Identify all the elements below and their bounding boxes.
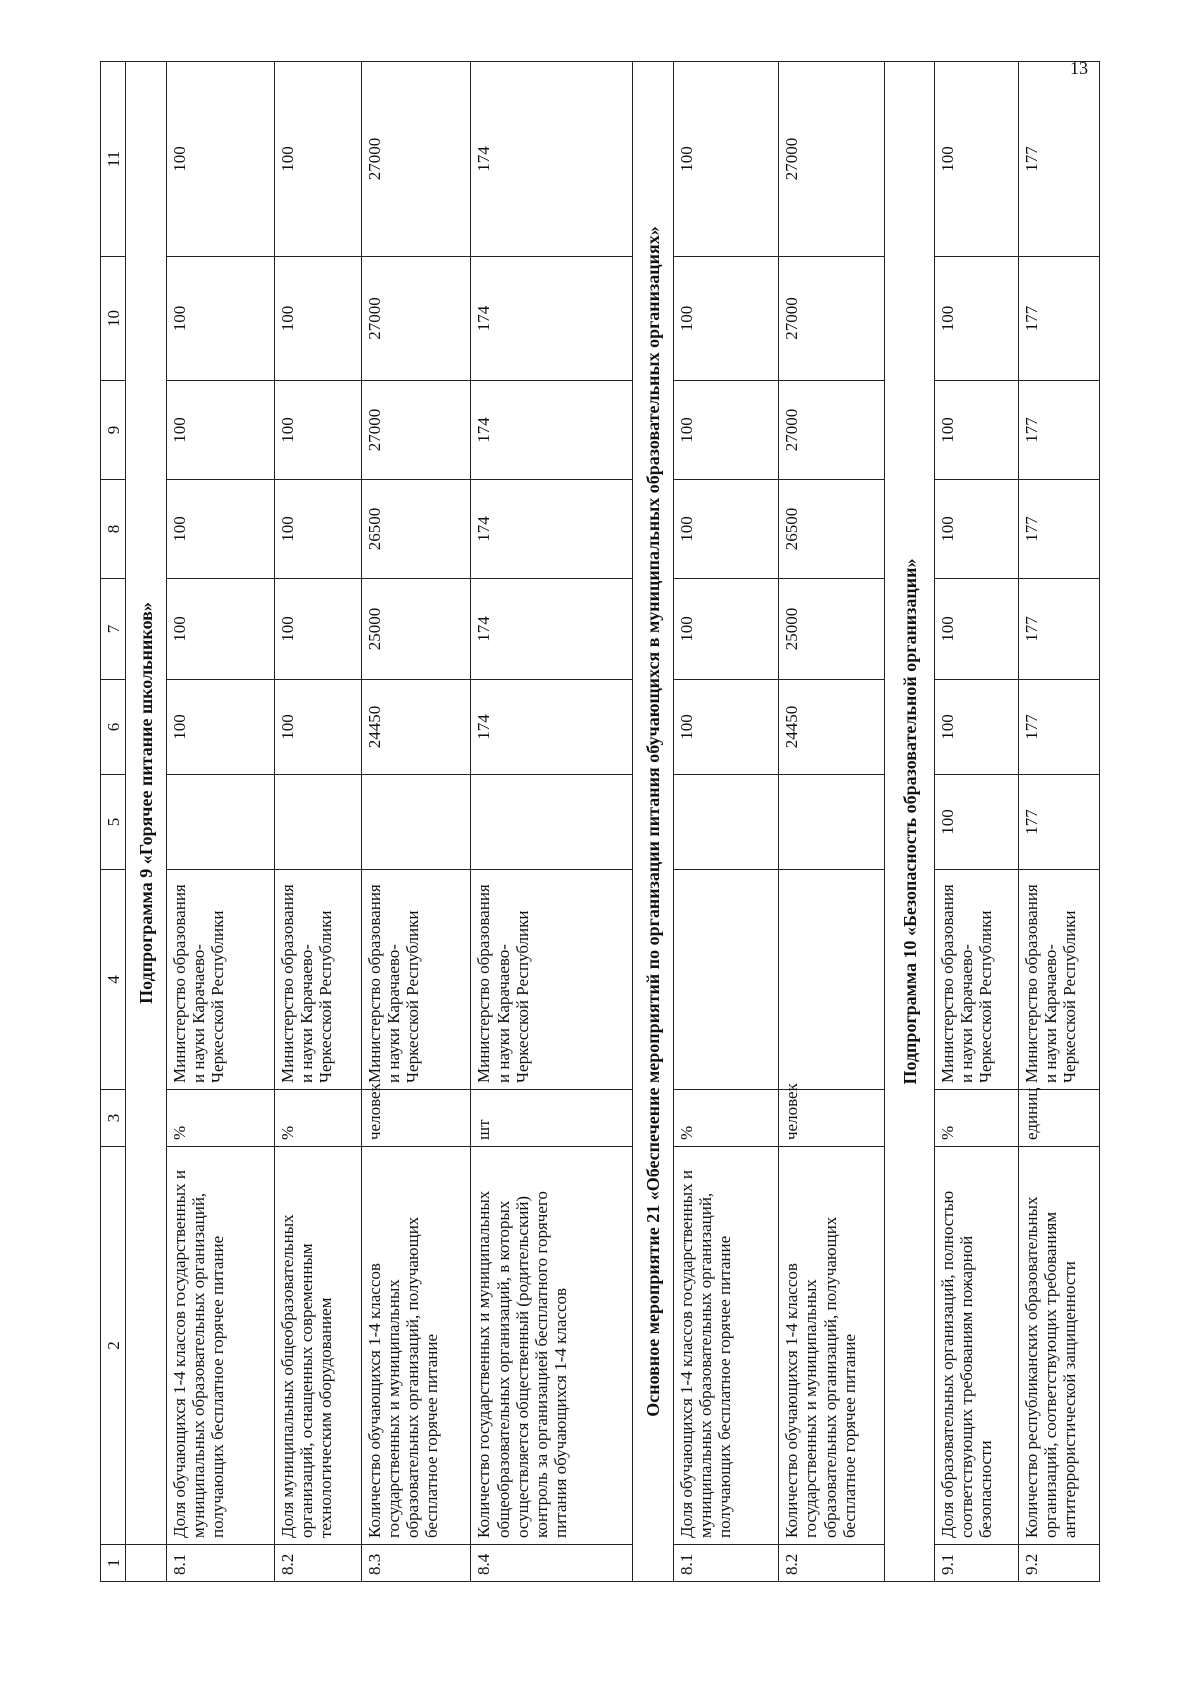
table-row <box>166 62 274 1582</box>
section-row <box>632 62 673 1582</box>
value-col8: 100 <box>935 480 1019 579</box>
value-col8: 26500 <box>362 480 471 579</box>
value-col7: 25000 <box>779 579 885 680</box>
value-col9: 27000 <box>362 381 471 480</box>
value-col8: 100 <box>166 480 274 579</box>
table-row <box>274 62 362 1582</box>
value-col9: 100 <box>935 381 1019 480</box>
value-col10: 174 <box>471 257 632 381</box>
section-title: Основное мероприятие 21 «Обеспечение мероприятий по организации питания обучающихся в муниципальных образовательных организациях» <box>632 62 673 1582</box>
indicator-name: Количество обучающихся 1-4 классов государственных и муниципальных образовательных организаций, получающих бесплатное горячее питание <box>779 1147 885 1545</box>
indicator-name: Доля муниципальных общеобразовательных организаций, оснащенных современным технологическим оборудованием <box>274 1147 362 1545</box>
value-col5 <box>166 775 274 870</box>
table-row <box>362 62 471 1582</box>
value-col5 <box>362 775 471 870</box>
value-col8: 177 <box>1019 480 1100 579</box>
row-number: 9.2 <box>1019 1545 1100 1582</box>
indicator-name: Количество обучающихся 1-4 классов государственных и муниципальных образовательных организаций, получающих бесплатное горячее питание <box>362 1147 471 1545</box>
value-col6: 100 <box>935 680 1019 775</box>
rotated-table-wrapper <box>100 62 1100 1582</box>
table-row <box>673 62 779 1582</box>
responsible-org: Министерство образования и науки Карачаево-Черкесской Республики <box>274 870 362 1090</box>
responsible-org: Министерство образования и науки Карачаево-Черкесской Республики <box>166 870 274 1090</box>
blank-cell <box>126 1545 167 1582</box>
unit: человек <box>779 1090 885 1147</box>
value-col10: 177 <box>1019 257 1100 381</box>
value-col7: 100 <box>935 579 1019 680</box>
value-col11: 27000 <box>362 62 471 257</box>
value-col11: 100 <box>166 62 274 257</box>
value-col7: 174 <box>471 579 632 680</box>
column-number: 1 <box>101 1545 126 1582</box>
responsible-org <box>779 870 885 1090</box>
responsible-org: Министерство образования и науки Карачаево-Черкесской Республики <box>471 870 632 1090</box>
column-number-row <box>101 62 126 1582</box>
unit: шт <box>471 1090 632 1147</box>
value-col6: 177 <box>1019 680 1100 775</box>
section-row <box>126 62 167 1582</box>
value-col10: 100 <box>935 257 1019 381</box>
value-col9: 177 <box>1019 381 1100 480</box>
unit: % <box>673 1090 779 1147</box>
value-col7: 100 <box>274 579 362 680</box>
table-row <box>935 62 1019 1582</box>
unit: % <box>166 1090 274 1147</box>
unit: % <box>274 1090 362 1147</box>
value-col11: 100 <box>935 62 1019 257</box>
responsible-org <box>673 870 779 1090</box>
column-number: 6 <box>101 680 126 775</box>
value-col8: 100 <box>673 480 779 579</box>
value-col11: 100 <box>673 62 779 257</box>
value-col11: 174 <box>471 62 632 257</box>
unit: % <box>935 1090 1019 1147</box>
value-col9: 174 <box>471 381 632 480</box>
table-row <box>1019 62 1100 1582</box>
value-col6: 100 <box>274 680 362 775</box>
responsible-org: Министерство образования и науки Карачаево-Черкесской Республики <box>1019 870 1100 1090</box>
value-col6: 174 <box>471 680 632 775</box>
value-col10: 27000 <box>779 257 885 381</box>
row-number: 8.2 <box>779 1545 885 1582</box>
value-col6: 24450 <box>779 680 885 775</box>
row-number: 8.1 <box>166 1545 274 1582</box>
value-col8: 26500 <box>779 480 885 579</box>
column-number: 10 <box>101 257 126 381</box>
value-col10: 100 <box>274 257 362 381</box>
indicators-table <box>100 61 1100 1582</box>
row-number: 8.3 <box>362 1545 471 1582</box>
value-col8: 100 <box>274 480 362 579</box>
table-row <box>779 62 885 1582</box>
indicator-name: Доля образовательных организаций, полностью соответствующих требованиям пожарной безопасности <box>935 1147 1019 1545</box>
value-col11: 177 <box>1019 62 1100 257</box>
indicator-name: Доля обучающихся 1-4 классов государственных и муниципальных образовательных организаций, получающих бесплатное горячее питание <box>166 1147 274 1545</box>
value-col5: 177 <box>1019 775 1100 870</box>
column-number: 2 <box>101 1147 126 1545</box>
column-number: 11 <box>101 62 126 257</box>
column-number: 8 <box>101 480 126 579</box>
section-title: Подпрограмма 9 «Горячее питание школьников» <box>126 62 167 1545</box>
column-number: 5 <box>101 775 126 870</box>
unit: человек <box>362 1090 471 1147</box>
value-col10: 100 <box>166 257 274 381</box>
section-row <box>885 62 935 1582</box>
indicator-name: Количество республиканских образовательных организаций, соответствующих требованиям антитеррористической защищенности <box>1019 1147 1100 1545</box>
column-number: 7 <box>101 579 126 680</box>
table-row <box>471 62 632 1582</box>
value-col9: 100 <box>274 381 362 480</box>
value-col6: 24450 <box>362 680 471 775</box>
value-col5 <box>779 775 885 870</box>
indicator-name: Количество государственных и муниципальных общеобразовательных организаций, в которых осуществляется общественный (родительский) контроль за организацией бесплатного горячего питания обучающихся 1-4 классов <box>471 1147 632 1545</box>
column-number: 4 <box>101 870 126 1090</box>
value-col5: 100 <box>935 775 1019 870</box>
row-number: 8.2 <box>274 1545 362 1582</box>
value-col6: 100 <box>673 680 779 775</box>
value-col7: 177 <box>1019 579 1100 680</box>
value-col7: 100 <box>673 579 779 680</box>
value-col6: 100 <box>166 680 274 775</box>
value-col7: 25000 <box>362 579 471 680</box>
page-number: 13 <box>1070 58 1088 78</box>
row-number: 9.1 <box>935 1545 1019 1582</box>
responsible-org: Министерство образования и науки Карачаево-Черкесской Республики <box>362 870 471 1090</box>
value-col10: 27000 <box>362 257 471 381</box>
column-number: 3 <box>101 1090 126 1147</box>
value-col8: 174 <box>471 480 632 579</box>
section-title: Подпрограмма 10 «Безопасность образовательной организации» <box>885 62 935 1582</box>
unit: единиц <box>1019 1090 1100 1147</box>
row-number: 8.4 <box>471 1545 632 1582</box>
value-col5 <box>274 775 362 870</box>
value-col5 <box>673 775 779 870</box>
value-col9: 27000 <box>779 381 885 480</box>
indicator-name: Доля обучающихся 1-4 классов государственных и муниципальных образовательных организаций, получающих бесплатное горячее питание <box>673 1147 779 1545</box>
value-col11: 100 <box>274 62 362 257</box>
column-number: 9 <box>101 381 126 480</box>
value-col9: 100 <box>673 381 779 480</box>
value-col10: 100 <box>673 257 779 381</box>
value-col7: 100 <box>166 579 274 680</box>
value-col9: 100 <box>166 381 274 480</box>
row-number: 8.1 <box>673 1545 779 1582</box>
value-col5 <box>471 775 632 870</box>
responsible-org: Министерство образования и науки Карачаево-Черкесской Республики <box>935 870 1019 1090</box>
value-col11: 27000 <box>779 62 885 257</box>
